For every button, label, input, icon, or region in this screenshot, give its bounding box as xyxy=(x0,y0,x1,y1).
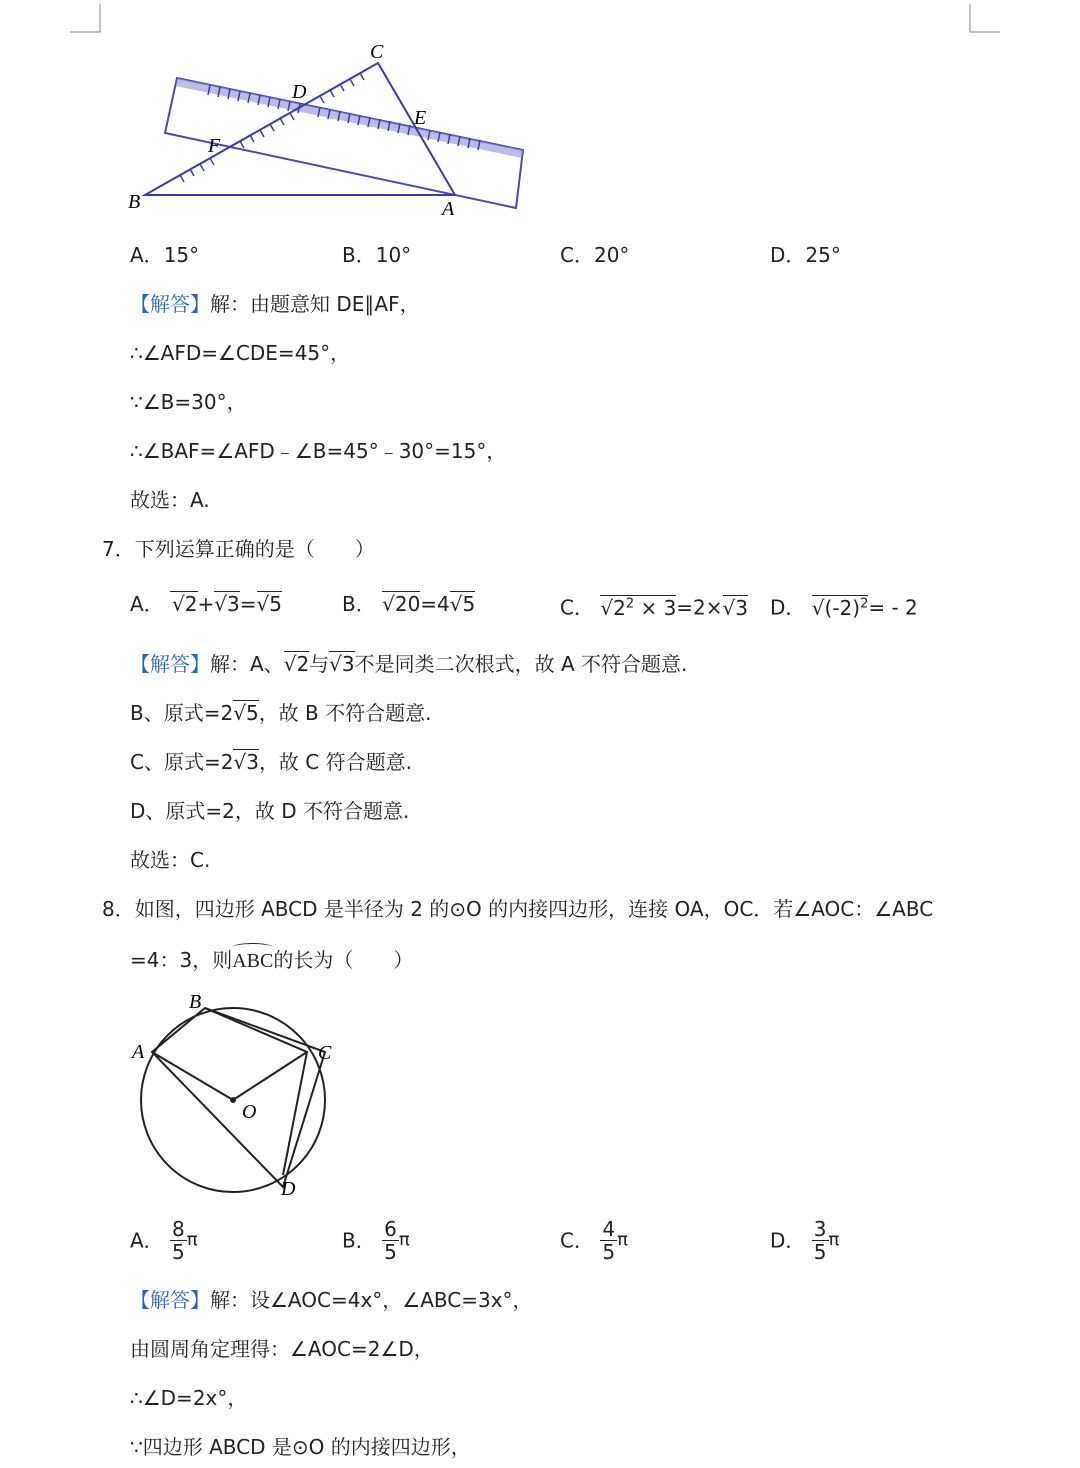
q7-answer-line4: D、原式=2，故 D 不符合题意. xyxy=(130,799,410,823)
label-B: B xyxy=(128,191,141,213)
q7-answer-choose: 故选：C. xyxy=(130,848,211,872)
q8-answer-line1: 【解答】解：设∠AOC=4x°，∠ABC=3x°， xyxy=(130,1288,533,1312)
answer-tag: 【解答】 xyxy=(130,1288,210,1312)
q6-option-b: B．10° xyxy=(342,243,412,267)
label-O: O xyxy=(242,1101,257,1123)
q7-option-b: B． √20=4√5 xyxy=(342,592,476,616)
arc-abc: ABC xyxy=(232,949,273,973)
q8-answer-line2: 由圆周角定理得：∠AOC=2∠D， xyxy=(130,1337,434,1361)
q7-answer-line2: B、原式=2√5，故 B 不符合题意. xyxy=(130,701,432,725)
q7-stem: 7．下列运算正确的是（ ） xyxy=(102,537,375,561)
label-F: F xyxy=(208,135,221,157)
q8-answer-line3: ∴∠D=2x°， xyxy=(130,1386,248,1410)
label-B: B xyxy=(189,991,202,1013)
q6-answer-line1: 【解答】解：由题意知 DE∥AF， xyxy=(130,292,420,316)
q7-option-a: A． √2+√3=√5 xyxy=(130,592,283,616)
answer-tag: 【解答】 xyxy=(130,292,210,316)
label-D: D xyxy=(292,81,307,103)
q6-answer-line4: ∴∠BAF=∠AFD﹣∠B=45°﹣30°=15°， xyxy=(130,439,507,463)
label-A: A xyxy=(132,1041,145,1063)
q7-answer-line1: 【解答】解：A、√2与√3不是同类二次根式，故 A 不符合题意. xyxy=(130,652,688,676)
q8-answer-line4: ∵四边形 ABCD 是⊙O 的内接四边形， xyxy=(130,1435,471,1459)
sqrt: √2 xyxy=(172,592,198,616)
label-C: C xyxy=(370,41,384,63)
label-D: D xyxy=(281,1178,296,1200)
q8-stem-line1: 8．如图，四边形 ABCD 是半径为 2 的⊙O 的内接四边形，连接 OA，OC．若∠AOC：∠ABC xyxy=(102,897,934,921)
circle-figure xyxy=(125,990,345,1205)
q8-stem-line2: =4：3，则 ABC的长为（ ） xyxy=(130,948,413,973)
q6-answer-line3: ∵∠B=30°， xyxy=(130,390,247,414)
q8-option-b: B． $\frac{6}{5}$ π xyxy=(342,1217,410,1264)
q8-option-d: D． $\frac{3}{5}$ π xyxy=(770,1217,840,1264)
ruler-triangle-figure xyxy=(120,38,540,223)
q6-option-c: C．20° xyxy=(560,243,630,267)
label-E: E xyxy=(414,107,427,129)
label-C: C xyxy=(318,1042,332,1064)
q7-option-d: D． $√(-2)^2= - 2$ xyxy=(770,595,918,620)
q8-option-a: A． $\frac{8}{5}$ π xyxy=(130,1217,198,1264)
q7-option-c: C． $√2^2 \times 3=2\times√3$ xyxy=(560,595,749,620)
q6-answer-line5: 故选：A. xyxy=(130,488,210,512)
q6-option-d: D．25° xyxy=(770,243,841,267)
label-A: A xyxy=(442,198,455,220)
answer-tag: 【解答】 xyxy=(130,652,210,676)
crop-marks xyxy=(0,0,1080,40)
q6-answer-line2: ∴∠AFD=∠CDE=45°， xyxy=(130,341,351,365)
q7-answer-line3: C、原式=2√3，故 C 符合题意. xyxy=(130,750,412,774)
q6-option-a: A．15° xyxy=(130,243,200,267)
q8-option-c: C． $\frac{4}{5}$ π xyxy=(560,1217,628,1264)
